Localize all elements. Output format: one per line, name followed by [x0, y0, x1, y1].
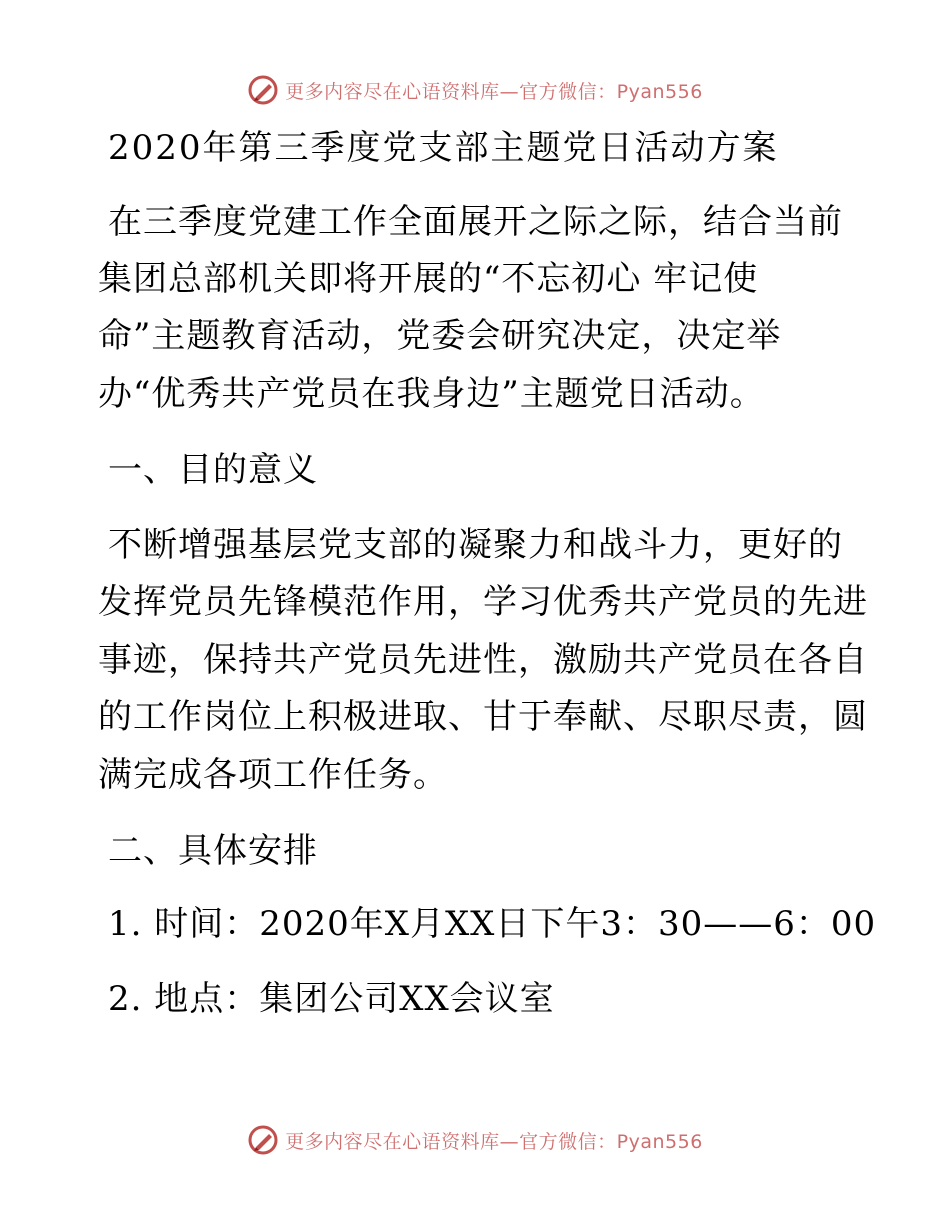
intro-line-3: 命”主题教育活动，党委会研究决定，决定举 [98, 316, 782, 356]
section2-heading: 二、具体安排 [108, 831, 318, 871]
intro-line-1: 在三季度党建工作全面展开之际之际，结合当前 [108, 202, 843, 242]
section1-line-2: 发挥党员先锋模范作用，学习优秀共产党员的先进 [98, 582, 868, 622]
footer-banner [0, 1124, 950, 1156]
pen-logo-icon [247, 74, 279, 106]
section1-line-3: 事迹，保持共产党员先进性，激励共产党员在各自 [98, 640, 868, 680]
arrangement-time: 1. 时间：2020年X月XX日下午3：30——6：00 [108, 904, 877, 944]
footer-banner-text: 更多内容尽在心语资料库—官方微信：Pyan556 [285, 1130, 703, 1153]
header-banner [0, 74, 950, 106]
intro-line-4: 办“优秀共产党员在我身边”主题党日活动。 [98, 374, 765, 414]
section1-heading: 一、目的意义 [108, 450, 318, 490]
header-banner-text: 更多内容尽在心语资料库—官方微信：Pyan556 [285, 80, 703, 103]
section1-line-5: 满完成各项工作任务。 [98, 755, 448, 795]
pen-logo-icon [247, 1124, 279, 1156]
section1-line-4: 的工作岗位上积极进取、甘于奉献、尽职尽责，圆 [98, 697, 868, 737]
document-title: 2020年第三季度党支部主题党日活动方案 [108, 128, 779, 168]
intro-line-2: 集团总部机关即将开展的“不忘初心 牢记使 [98, 259, 759, 299]
section1-line-1: 不断增强基层党支部的凝聚力和战斗力，更好的 [108, 525, 843, 565]
arrangement-location: 2. 地点：集团公司XX会议室 [108, 979, 555, 1019]
